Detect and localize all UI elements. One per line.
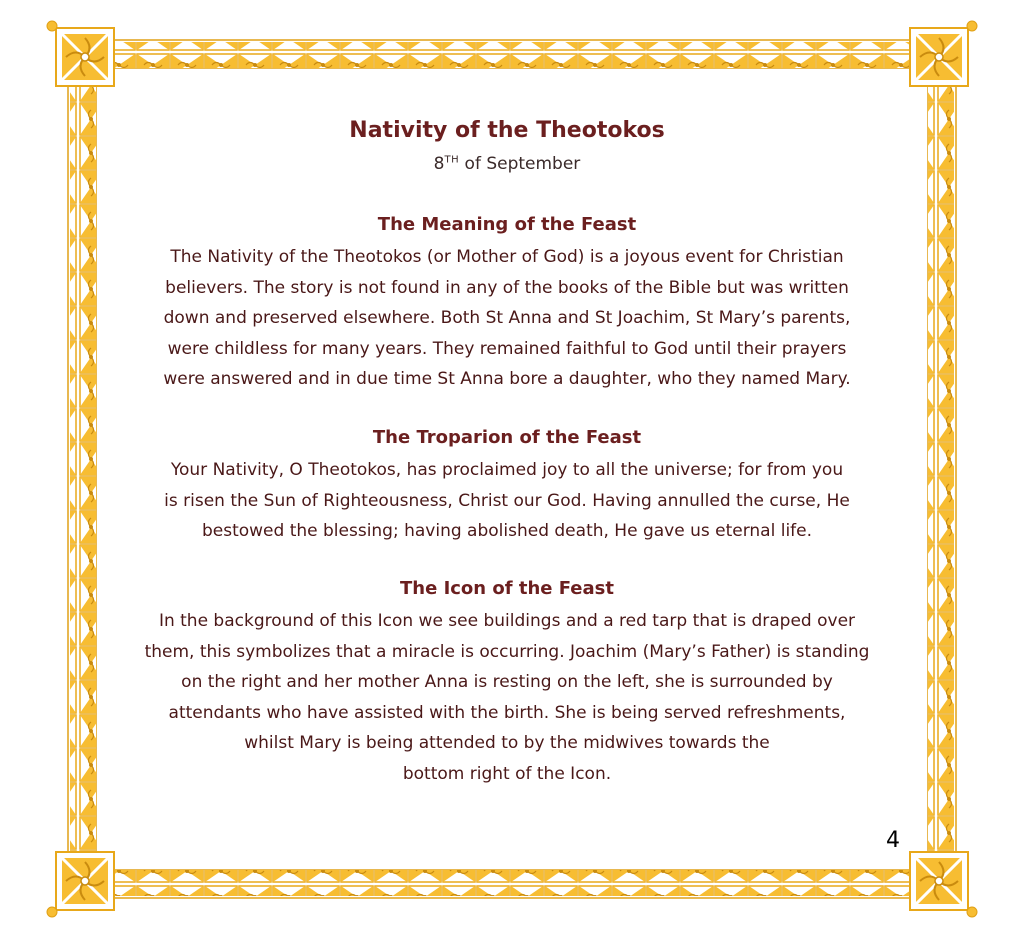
section-icon xyxy=(110,577,904,790)
body-line: whilst Mary is being attended to by the midwives towards the xyxy=(244,733,770,754)
body-line: attendants who have assisted with the birth. She is being served refreshments, xyxy=(168,702,846,723)
section-body xyxy=(110,242,904,395)
section-heading: The Meaning of the Feast xyxy=(377,214,637,235)
body-line: bottom right of the Icon. xyxy=(402,763,612,784)
body-line: were childless for many years. They remained faithful to God until their prayers xyxy=(167,338,847,359)
section-meaning xyxy=(110,213,904,395)
section-heading: The Icon of the Feast xyxy=(400,578,614,599)
body-line: were answered and in due time St Anna bore a daughter, who they named Mary. xyxy=(163,369,851,390)
body-line: them, this symbolizes that a miracle is occurring. Joachim (Mary’s Father) is standing xyxy=(144,641,870,662)
section-body xyxy=(110,455,904,547)
body-line: believers. The story is not found in any of the books of the Bible but was written xyxy=(165,277,849,298)
body-line: bestowed the blessing; having abolished death, He gave us eternal life. xyxy=(201,521,813,542)
page-number: 4 xyxy=(886,828,900,853)
document-body xyxy=(110,96,904,838)
feast-date xyxy=(110,154,904,174)
date-suffix: TH xyxy=(444,154,460,166)
date-rest: of September xyxy=(459,154,581,174)
body-line: In the background of this Icon we see buildings and a red tarp that is draped over xyxy=(158,611,856,631)
date-day: 8 xyxy=(433,154,445,174)
section-body xyxy=(110,606,904,790)
body-line: is risen the Sun of Righteousness, Christ our God. Having annulled the curse, He xyxy=(164,490,850,511)
body-line: The Nativity of the Theotokos (or Mother of God) is a joyous event for Christian xyxy=(170,247,844,267)
section-troparion xyxy=(110,426,904,547)
body-line: Your Nativity, O Theotokos, has proclaimed joy to all the universe; for from you xyxy=(170,460,844,480)
section-heading: The Troparion of the Feast xyxy=(372,427,642,448)
page-title: Nativity of the Theotokos xyxy=(349,118,665,143)
body-line: on the right and her mother Anna is resting on the left, she is surrounded by xyxy=(181,672,833,693)
body-line: down and preserved elsewhere. Both St Anna and St Joachim, St Mary’s parents, xyxy=(163,308,851,329)
